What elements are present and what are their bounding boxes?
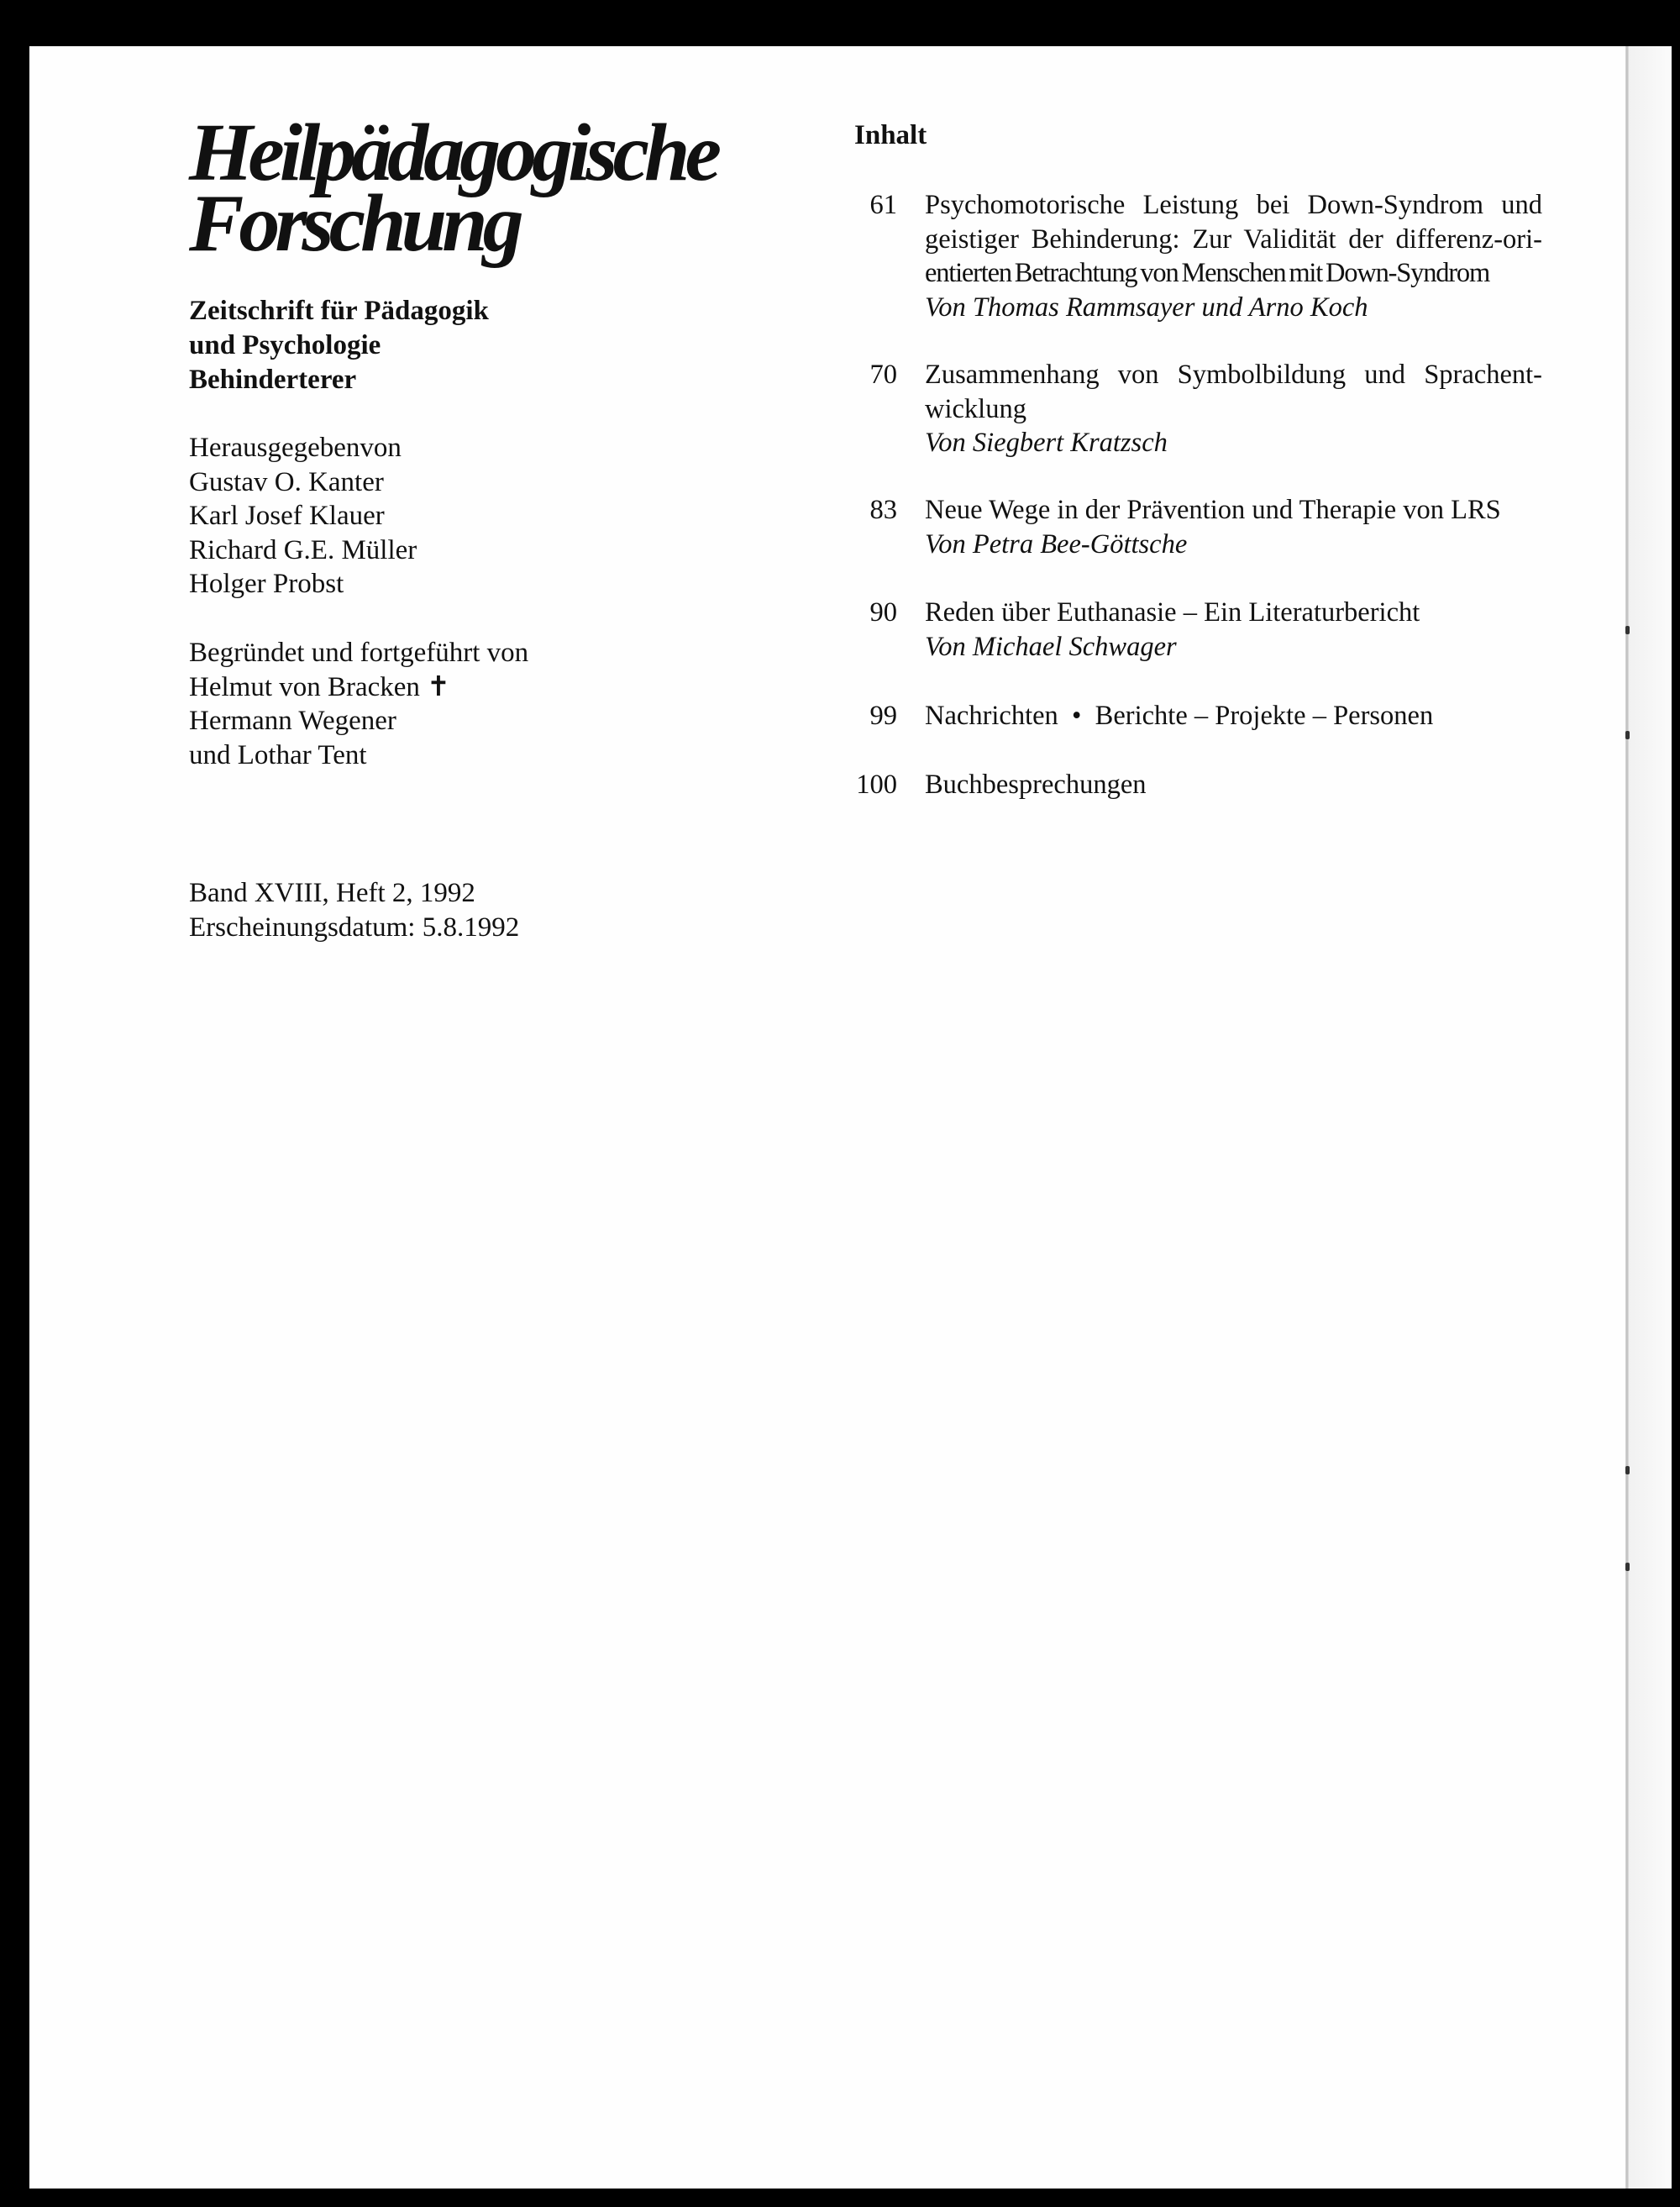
journal-title xyxy=(189,108,727,269)
toc-page-number: 83 xyxy=(869,495,897,525)
issue-volume: Band XVIII, Heft 2, 1992 xyxy=(189,878,475,908)
editors-label: Herausgegebenvon xyxy=(189,433,402,463)
toc-author: Von Michael Schwager xyxy=(925,631,1177,662)
journal-subtitle xyxy=(189,294,693,397)
editor-name: Gustav O. Kanter xyxy=(189,466,384,497)
scan-mark xyxy=(1625,731,1630,739)
journal-title-line: Forschung xyxy=(189,178,519,269)
toc-title-line: Reden über Euthanasie – Ein Literaturbericht xyxy=(925,597,1420,628)
next-page-edge xyxy=(1629,46,1672,2189)
toc-page-number: 90 xyxy=(869,597,897,628)
toc-title-line: wicklung xyxy=(925,393,1026,424)
subtitle-line: Zeitschrift für Pädagogik xyxy=(189,296,489,326)
toc-entry-body xyxy=(925,493,1542,561)
editor-name: Richard G.E. Müller xyxy=(189,534,417,565)
toc-heading: Inhalt xyxy=(854,120,927,150)
editor-name: Holger Probst xyxy=(189,569,344,599)
toc-author: Von Siegbert Kratzsch xyxy=(925,428,1168,458)
scan-mark xyxy=(1625,1563,1630,1571)
toc-page-number: 100 xyxy=(856,770,897,800)
toc-page-number: 61 xyxy=(869,190,897,220)
toc-title-line: Neue Wege in der Prävention und Therapie von LRS xyxy=(925,495,1501,525)
founders-label: Begründet und fortgeführt von xyxy=(189,638,529,668)
subtitle-line: Behinderterer xyxy=(189,365,357,395)
founder-name: Hermann Wegener xyxy=(189,706,396,736)
toc-title-line: Psychomotorische Leistung bei Down-Syndrom und xyxy=(925,190,1542,220)
toc-author: Von Petra Bee-Göttsche xyxy=(925,528,1188,560)
toc-title-line: Buchbesprechungen xyxy=(925,770,1147,800)
toc-page-number: 70 xyxy=(869,360,897,390)
toc-title-line: entierten Betrachtung von Menschen mit Down-Syndrom xyxy=(925,258,1490,288)
founders-block xyxy=(189,636,777,772)
toc-title-line: geistiger Behinderung: Zur Validität der differenz-ori- xyxy=(925,223,1542,255)
founder-name: Helmut von Bracken ✝ xyxy=(189,671,450,702)
journal-title-line: Heilpädagogische xyxy=(189,108,717,198)
toc-title-line: Zusammenhang von Symbolbildung und Sprachent- xyxy=(925,360,1542,390)
toc-entry-body xyxy=(925,188,1542,324)
subtitle-line: und Psychologie xyxy=(189,330,381,360)
toc-entry-body xyxy=(925,596,1542,664)
editors-block xyxy=(189,431,777,602)
issue-info xyxy=(189,876,777,944)
toc-page-number: 99 xyxy=(869,701,897,731)
editor-name: Karl Josef Klauer xyxy=(189,501,385,531)
toc-entry-body xyxy=(925,699,1542,733)
founder-name: und Lothar Tent xyxy=(189,739,367,770)
scan-mark xyxy=(1625,1466,1630,1474)
scan-mark xyxy=(1625,626,1630,634)
toc-entry-body xyxy=(925,768,1542,802)
toc-title-line: Nachrichten • Berichte – Projekte – Personen xyxy=(925,701,1434,731)
issue-date: Erscheinungsdatum: 5.8.1992 xyxy=(189,912,520,943)
toc-entry-body xyxy=(925,358,1542,460)
toc-author: Von Thomas Rammsayer und Arno Koch xyxy=(925,292,1368,323)
